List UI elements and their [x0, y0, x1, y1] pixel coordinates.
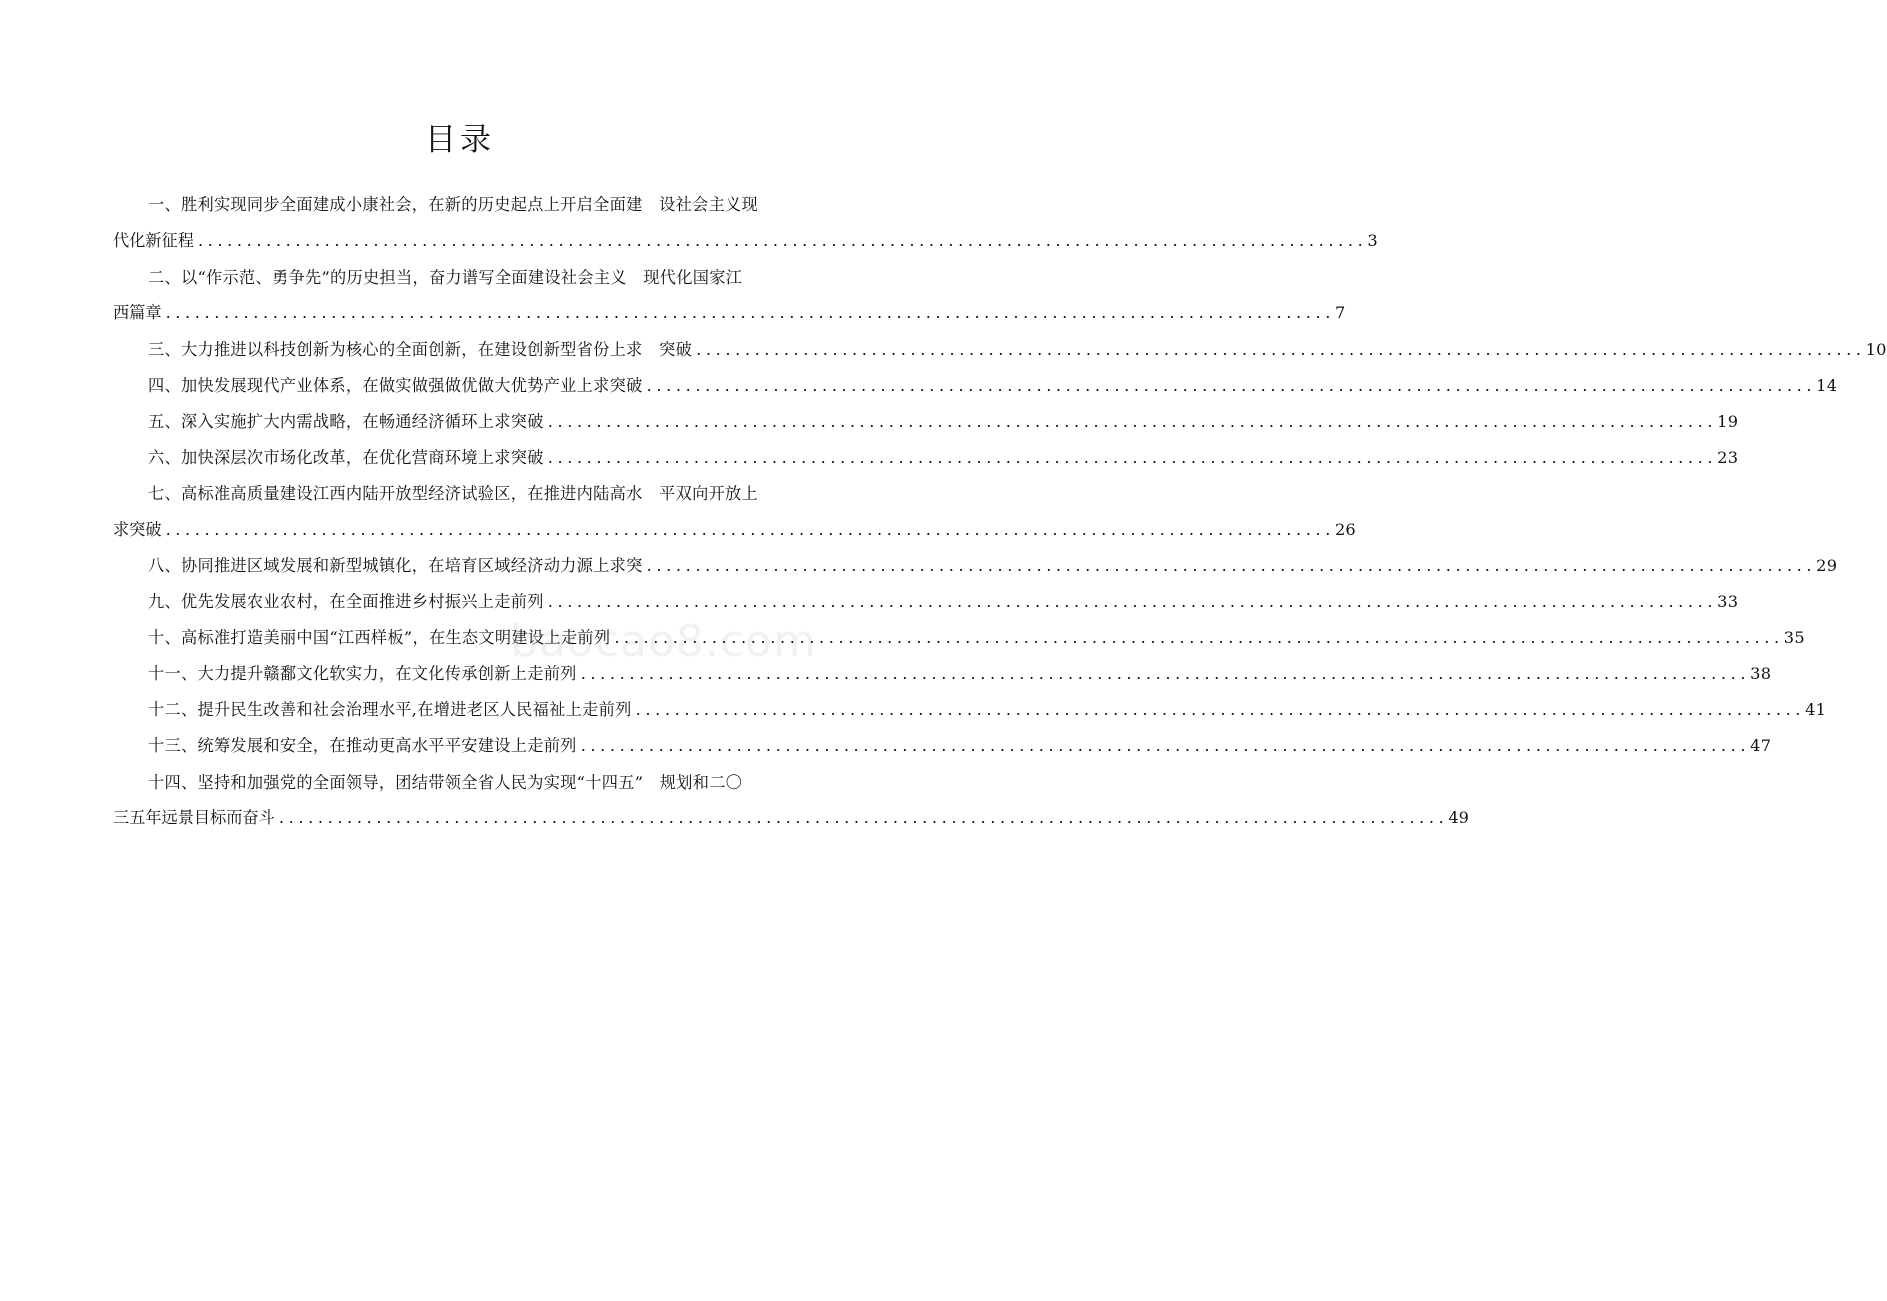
- dot-leader: ........................................................................................................................: [646, 556, 1817, 575]
- toc-page-number: 41: [1805, 700, 1827, 719]
- toc-entry-text: 求突破: [113, 520, 162, 539]
- toc-entry-text: 六、加快深层次市场化改革，在优化营商环境上求突破: [148, 448, 544, 467]
- dot-leader: ........................................................................................................................: [547, 448, 1718, 467]
- toc-entry-text: 十三、统筹发展和安全，在推动更高水平平安建设上走前列: [148, 736, 577, 755]
- dot-leader: ........................................................................................................................: [580, 736, 1751, 755]
- toc-entry-12[interactable]: [113, 697, 1827, 723]
- toc-entry-text: 四、加快发展现代产业体系，在做实做强做优做大优势产业上求突破: [148, 376, 643, 395]
- dot-leader: ........................................................................................................................: [197, 231, 1368, 250]
- toc-page-number: 3: [1367, 231, 1378, 250]
- toc-page-number: 38: [1750, 664, 1772, 683]
- toc-title: 目录: [425, 122, 495, 158]
- dot-leader: ........................................................................................................................: [614, 628, 1784, 647]
- toc-entry-2-line-2[interactable]: [113, 300, 1346, 326]
- toc-page-number: 26: [1335, 520, 1356, 539]
- toc-entry-4[interactable]: [113, 373, 1838, 399]
- toc-page-number: 7: [1335, 303, 1346, 322]
- toc-entry-7-line-2[interactable]: [113, 517, 1356, 543]
- table-of-contents: [113, 0, 1887, 1301]
- toc-entry-1-line-1[interactable]: 一、胜利实现同步全面建成小康社会，在新的历史起点上开启全面建 设社会主义现: [148, 195, 759, 214]
- toc-page-number: 14: [1816, 376, 1838, 395]
- toc-entry-1-line-2[interactable]: [113, 228, 1378, 254]
- toc-page-number: 10: [1865, 340, 1887, 359]
- toc-entry-text: 三五年远景目标而奋斗: [113, 808, 275, 827]
- toc-entry-text: 九、优先发展农业农村，在全面推进乡村振兴上走前列: [148, 592, 544, 611]
- toc-entry-10[interactable]: [113, 625, 1805, 651]
- dot-leader: ........................................................................................................................: [165, 303, 1336, 322]
- toc-entry-14-line-1[interactable]: 十四、坚持和加强党的全面领导，团结带领全省人民为实现“十四五” 规划和二〇: [148, 773, 743, 792]
- dot-leader: ........................................................................................................................: [165, 520, 1336, 539]
- toc-entry-text: 西篇章: [113, 303, 162, 322]
- dot-leader: ........................................................................................................................: [278, 808, 1449, 827]
- toc-page-number: 19: [1717, 412, 1739, 431]
- toc-entry-text: 十二、提升民生改善和社会治理水平,在增进老区人民福祉上走前列: [148, 700, 632, 719]
- dot-leader: ........................................................................................................................: [547, 592, 1718, 611]
- toc-page-number: 33: [1717, 592, 1739, 611]
- toc-entry-11[interactable]: [113, 661, 1772, 687]
- toc-page-number: 29: [1816, 556, 1838, 575]
- toc-page-number: 49: [1448, 808, 1469, 827]
- toc-entry-text: 十一、大力提升赣鄱文化软实力，在文化传承创新上走前列: [148, 664, 577, 683]
- toc-entry-8[interactable]: [113, 553, 1838, 579]
- toc-entry-5[interactable]: [113, 409, 1739, 435]
- watermark: baocao8.com: [510, 616, 817, 667]
- toc-entry-2-line-1[interactable]: 二、以“作示范、勇争先”的历史担当，奋力谱写全面建设社会主义 现代化国家江: [148, 268, 743, 287]
- toc-page-number: 23: [1717, 448, 1739, 467]
- toc-entry-14-line-2[interactable]: [113, 805, 1469, 831]
- dot-leader: ........................................................................................................................: [646, 376, 1817, 395]
- toc-entry-9[interactable]: [113, 589, 1739, 615]
- dot-leader: ........................................................................................................................: [547, 412, 1718, 431]
- toc-entry-text: 三、大力推进以科技创新为核心的全面创新，在建设创新型省份上求 突破: [148, 340, 693, 359]
- dot-leader: ........................................................................................................................: [635, 700, 1806, 719]
- toc-entry-text: 五、深入实施扩大内需战略，在畅通经济循环上求突破: [148, 412, 544, 431]
- toc-page-number: 47: [1750, 736, 1772, 755]
- toc-entry-text: 八、协同推进区域发展和新型城镇化，在培育区域经济动力源上求突: [148, 556, 643, 575]
- toc-entry-text: 代化新征程: [113, 231, 194, 250]
- dot-leader: ........................................................................................................................: [696, 340, 1866, 359]
- dot-leader: ........................................................................................................................: [580, 664, 1751, 683]
- toc-entry-13[interactable]: [113, 733, 1772, 759]
- toc-entry-6[interactable]: [113, 445, 1739, 471]
- toc-entry-7-line-1[interactable]: 七、高标准高质量建设江西内陆开放型经济试验区，在推进内陆高水 平双向开放上: [148, 484, 759, 503]
- toc-page-number: 35: [1783, 628, 1805, 647]
- toc-entry-3[interactable]: [113, 337, 1887, 363]
- toc-entry-text: 十、高标准打造美丽中国“江西样板”，在生态文明建设上走前列: [148, 628, 611, 647]
